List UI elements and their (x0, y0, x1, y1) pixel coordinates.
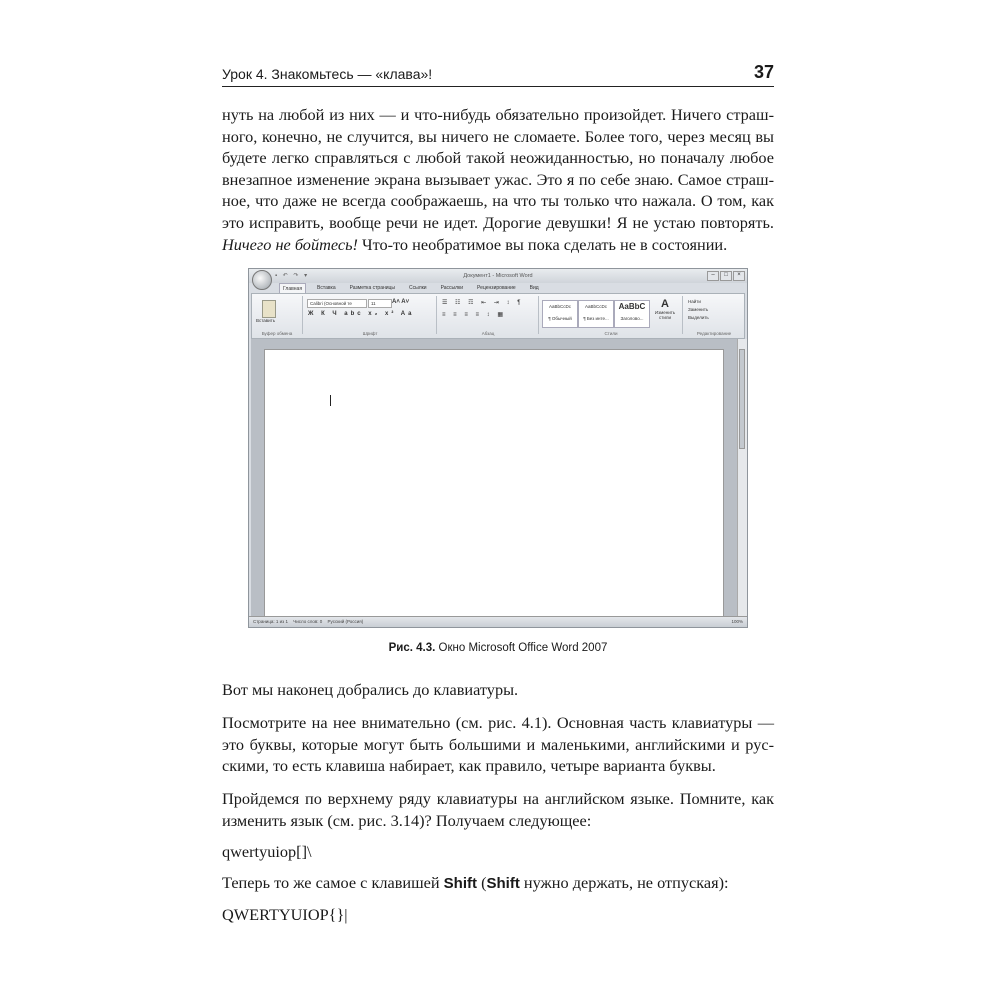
window-controls (707, 271, 745, 281)
uppercase-row: QWERTYUIOP{}| (222, 905, 348, 924)
text-line: это буквы, которые могут быть большими и маленькими, английскими и рус- (222, 734, 774, 754)
text-before: Теперь то же самое с клавишей (222, 873, 444, 892)
status-bar (249, 616, 747, 627)
title-bar (249, 269, 747, 283)
font-size-box: 11 (368, 299, 392, 308)
text-cursor (330, 395, 331, 406)
group-paragraph (438, 296, 539, 334)
window-title: Документ1 - Microsoft Word (463, 273, 533, 279)
text-line: нуть на любой из них — и что-нибудь обязательно произойдет. Ничего страш- (222, 105, 774, 124)
maximize-icon: □ (720, 271, 732, 281)
text-line: это исправить, вообще речи не идет. Дорогие девушки! Я не устаю повторять. (222, 212, 774, 232)
tab-view: Вид (529, 285, 539, 291)
chapter-title: Урок 4. Знакомьтесь — «клава»! (222, 66, 433, 82)
select-item: Выделить (688, 315, 709, 320)
font-name-box: Calibri (Основной те (307, 299, 367, 308)
text-line-last (222, 234, 774, 256)
text-middle: ( (477, 873, 487, 892)
ribbon (251, 293, 745, 339)
style-normal (542, 300, 578, 328)
group-editing (684, 296, 744, 334)
status-zoom: 100% (731, 619, 743, 624)
style-name: ¶ Без инте... (583, 316, 609, 321)
caption-label: Рис. 4.3. (388, 642, 436, 654)
text-line-last: изменить язык (см. рис. 3.14)? Получаем следующее: (222, 810, 592, 830)
scroll-thumb (739, 349, 745, 449)
style-name: Заголово... (620, 316, 644, 321)
figure-caption (222, 642, 774, 654)
status-language: Русский (Россия) (327, 619, 364, 624)
text-line: внезапное изменение экрана вызывает ужас. Это я по себе знаю. Самое страш- (222, 169, 774, 189)
paste-label: Вставить (256, 318, 276, 323)
group-label: Шрифт (362, 331, 378, 336)
group-label: Абзац (481, 331, 495, 336)
paragraph-top-row (222, 788, 774, 831)
style-no-spacing (578, 300, 614, 328)
change-styles (652, 298, 678, 320)
style-sample: AaBbCcDc (548, 304, 571, 309)
text-line-last: скими, то есть клавиша набирает, как правило, четыре варианта буквы. (222, 756, 716, 776)
text-line: Посмотрите на нее внимательно (см. рис. 4.1). Основная часть клавиатуры — (222, 713, 774, 732)
vertical-scrollbar (737, 339, 747, 617)
status-words: Число слов: 0 (293, 619, 323, 624)
style-heading (614, 300, 650, 328)
change-styles-label: Изменить стили (654, 310, 676, 320)
group-font (304, 296, 437, 334)
shift-key-label: Shift (443, 875, 477, 892)
tab-insert: Вставка (317, 285, 336, 291)
editing-list (688, 298, 709, 322)
quick-access-toolbar: ▪ ↶ ↷ ▾ (275, 273, 310, 279)
group-label: Буфер обмена (261, 331, 293, 336)
paragraph-intro (222, 104, 774, 255)
caption-text: Окно Microsoft Office Word 2007 (435, 642, 608, 654)
align-icons: ≡ ≡ ≡ ≡ ↕ ▦ (442, 312, 507, 318)
paste-icon (262, 300, 276, 318)
document-area (251, 339, 737, 617)
group-clipboard (252, 296, 303, 334)
status-page: Страница: 1 из 1 (253, 619, 288, 624)
paragraph-keyboard-letters (222, 712, 774, 777)
lowercase-row: qwertyuiop[]\ (222, 842, 312, 861)
running-header (222, 62, 774, 87)
style-sample: AaBbCcDc (584, 304, 607, 309)
group-styles (540, 296, 683, 334)
text-line: ное, что даже не всегда соображаешь, на что ты только что нажала. О том, как (222, 191, 774, 211)
text-line: Пройдемся по верхнему ряду клавиатуры на английском языке. Помните, как (222, 789, 774, 808)
page-number: 37 (753, 62, 774, 82)
change-styles-icon: A (661, 298, 669, 310)
replace-item: Заменить (688, 307, 709, 312)
word-window-screenshot (248, 268, 748, 628)
text-after: нужно держать, не отпуская): (519, 873, 729, 892)
tab-home: Главная (279, 283, 306, 293)
tab-mailings: Рассылки (440, 285, 464, 291)
find-item: Найти (688, 299, 701, 304)
tab-references: Ссылки (408, 285, 427, 291)
close-icon: × (733, 271, 745, 281)
style-name: ¶ Обычный (548, 316, 572, 321)
paragraph-keyboard-intro: Вот мы наконец добрались до клавиатуры. (222, 680, 519, 699)
italic-phrase: Ничего не бойтесь! (222, 234, 358, 254)
tab-review: Рецензирование (477, 285, 516, 291)
shift-key-label: Shift (486, 875, 520, 892)
text-line: будете легко справляться с любой такой неожиданностью, но поначалу любое (222, 148, 774, 168)
document-page (264, 349, 724, 617)
tab-page-layout: Разметка страницы (349, 285, 395, 291)
minimize-icon: – (707, 271, 719, 281)
grow-font-icon: A˄ A˅ (392, 299, 410, 305)
paragraph-shift (222, 873, 729, 893)
list-icons: ☰ ☷ ☶ ⇤ ⇥ ↕ ¶ (442, 300, 524, 306)
text-tail: Что-то необратимое вы пока сделать не в состоянии. (357, 234, 728, 254)
office-button-icon (252, 270, 272, 290)
group-label: Редактирование (696, 331, 732, 336)
text-line: ного, конечно, не случится, вы ничего не сломаете. Более того, через месяц вы (222, 126, 774, 146)
font-format-icons: Ж К Ч abc x₂ x² Aa (308, 311, 415, 317)
style-sample: AaBbC (618, 302, 646, 311)
ribbon-tabs (279, 283, 542, 293)
group-label: Стили (604, 331, 618, 336)
